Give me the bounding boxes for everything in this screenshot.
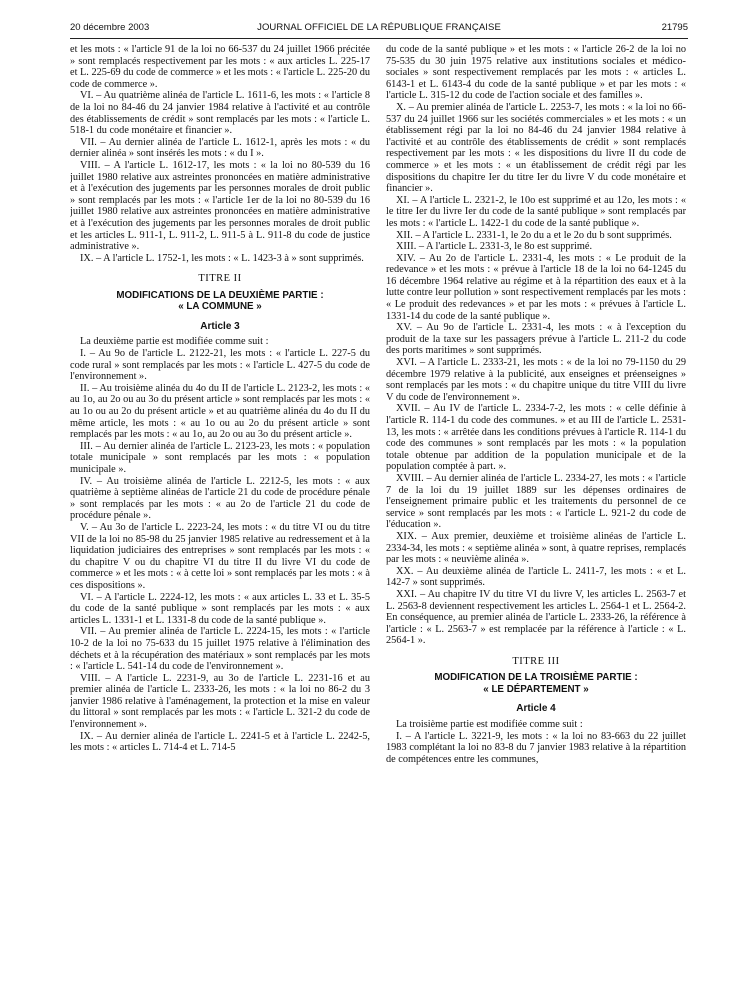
paragraph: XIII. – A l'article L. 2331-3, le 8o est supprimé. <box>396 241 593 253</box>
paragraph: VI. – Au quatrième alinéa de l'article L. 1611-6, les mots : « l'article 8 de la loi no 84-46 du 24 janvier 1984 relative à l'activité et au contrôle des établissements de crédit » sont remplacés par les mots : « l'article L. 518-1 du code monétaire et financier ». <box>70 90 370 137</box>
paragraph: I. – Au 9o de l'article L. 2122-21, les mots : « l'article L. 227-5 du code rural » sont remplacés par les mots : « l'article L. 427-5 du code de l'environnement ». <box>70 348 370 383</box>
paragraph: VIII. – A l'article L. 1612-17, les mots : « la loi no 80-539 du 16 juillet 1980 relative aux astreintes prononcées en matière administrative et à l'exécution des jugements par les personnes morales de droit public » sont remplacés par les mots : « l'article 1er de la loi no 80-539 du 16 juillet 1980 relative aux astreintes prononcées en matière administrative et à l'exécution des jugements par les personnes morales de droit public et les articles L. 911-1, L. 911-2, L. 911-5 à L. 911-8 du code de justice administrative ». <box>70 159 370 253</box>
section-subheading: « LE DÉPARTEMENT » <box>483 683 589 695</box>
paragraph: VI. – A l'article L. 2224-12, les mots : « aux articles L. 33 et L. 35-5 du code de la santé publique » sont remplacés par les mots : « aux articles L. 1331-1 et L. 1331-8 du code de la santé publique ». <box>70 591 370 626</box>
header-journal-title: JOURNAL OFFICIEL DE LA RÉPUBLIQUE FRANÇAISE <box>257 22 501 33</box>
section-heading: MODIFICATIONS DE LA DEUXIÈME PARTIE : <box>116 289 324 301</box>
section-subheading: « LA COMMUNE » <box>178 301 262 313</box>
paragraph: et les mots : « l'article 91 de la loi no 66-537 du 24 juillet 1966 précitée » sont remplacés respectivement par les mots : « aux articles L. 225-17 et L. 225-69 du code de commerce » et les mots : « l'article L. 225-20 du code de commerce ». <box>70 44 370 90</box>
paragraph: IV. – Au troisième alinéa de l'article L. 2212-5, les mots : « aux quatrième à septième alinéas de l'article 21 du code de procédure pénale » sont remplacés par les mots : « au 2o de l'article 21 du code de procédure pénale ». <box>70 475 370 522</box>
paragraph: III. – Au dernier alinéa de l'article L. 2123-23, les mots : « population totale municipale » sont remplacés par les mots : « population municipale ». <box>70 440 370 475</box>
paragraph: II. – Au troisième alinéa du 4o du II de l'article L. 2123-2, les mots : « au 1o, au 2o ou au 3o du présent article » sont remplacés par les mots : « au 1o ou au 2o du présent article » et au quatrième alinéa du 4o du II du même article, les mots : « au 1o ou au 2o du présent article » sont remplacés par les mots : « au 1o, au 2o ou au 3o du présent article ». <box>70 382 370 441</box>
paragraph: VIII. – A l'article L. 2231-9, au 3o de l'article L. 2231-16 et au premier alinéa de l'article L. 2333-26, les mots : « la loi no 86-2 du 3 janvier 1986 relative à l'aménagement, la protection et la mise en valeur du littoral » sont remplacés par les mots : « l'article L. 321-2 du code de l'environnement ». <box>70 672 370 731</box>
paragraph: V. – Au 3o de l'article L. 2223-24, les mots : « du titre VI ou du titre VII de la loi no 85-98 du 25 janvier 1985 relative au redressement et à la liquidation judiciaires des entreprises » sont remplacés par les mots : « du chapitre V ou du chapitre VI du titre II du livre VI du code de commerce » et les mots : « à cette loi » sont remplacés par les mots : « à ces dispositions ». <box>70 521 370 591</box>
header-date: 20 décembre 2003 <box>70 22 150 33</box>
paragraph: IX. – Au dernier alinéa de l'article L. 2241-5 et à l'article L. 2242-5, les mots : « articles L. 714-4 et L. 714-5 <box>70 730 370 754</box>
paragraph: XX. – Au deuxième alinéa de l'article L. 2411-7, les mots : « et L. 142-7 » sont supprimés. <box>386 565 686 589</box>
paragraph: IX. – A l'article L. 1752-1, les mots : « L. 1423-3 à » sont supprimés. <box>80 252 364 264</box>
header-rule <box>70 38 688 39</box>
titre-heading: TITRE III <box>512 655 560 667</box>
paragraph: X. – Au premier alinéa de l'article L. 2253-7, les mots : « la loi no 66-537 du 24 juillet 1966 sur les sociétés commerciales » et les mots : « un établissement régi par la loi no 84-46 du 24 janvier 1984 relative à l'activité et au contrôle des établissements de crédit » sont remplacés respectivement par les mots : « les dispositions du livre II du code de commerce » et les mots : « un établissement de crédit régi par les dispositions du chapitre Ier du titre Ier du livre V du code monétaire et financier ». <box>386 101 686 195</box>
paragraph: XVII. – Au IV de l'article L. 2334-7-2, les mots : « celle définie à l'article R. 114-1 du code des communes. » et au III de l'article L. 2531-13, les mots : « arrêtée dans les conditions prévues à l'article R. 114-1 du code des communes » sont remplacés par les mots : « la population totale obtenue par addition de la population municipale et de la population comptée à part. ». <box>386 403 686 473</box>
titre-heading: TITRE II <box>198 273 242 285</box>
article-heading: Article 4 <box>516 703 556 715</box>
paragraph: XIX. – Aux premier, deuxième et troisième alinéas de l'article L. 2334-34, les mots : « septième alinéa » sont, à quatre reprises, remplacés par les mots : « neuvième alinéa ». <box>386 530 686 566</box>
header-page-number: 21795 <box>661 22 688 33</box>
page-header <box>70 22 688 36</box>
paragraph: XIV. – Au 2o de l'article L. 2331-4, les mots : « Le produit de la redevance » et les mots : « prévue à l'article 18 de la loi no 64-1245 du 16 décembre 1964 relative au régime et à la répartition des eaux et à la lutte contre leur pollution » sont respectivement remplacés par les mots : « Le produit des redevances » et par les mots : « prévues à l'article L. 1331-14 du code de la santé publique ». <box>386 252 686 322</box>
left-column <box>70 44 370 979</box>
article-heading: Article 3 <box>200 320 240 332</box>
paragraph: La troisième partie est modifiée comme suit : <box>396 719 583 731</box>
paragraph: du code de la santé publique » et les mots : « l'article 26-2 de la loi no 75-535 du 30 juin 1975 relative aux institutions sociales et médico-sociales » sont respectivement remplacés par les mots : « articles L. 6143-1 et L. 6143-4 du code de la santé publique » et par les mots : « l'article L. 315-12 du code de l'action sociale et des familles ». <box>386 44 686 102</box>
section-heading: MODIFICATION DE LA TROISIÈME PARTIE : <box>434 672 638 684</box>
paragraph: XVIII. – Au dernier alinéa de l'article L. 2334-27, les mots : « l'article 7 de la loi du 19 juillet 1889 sur les dépenses ordinaires de l'enseignement primaire public et les traitements du personnel de ce service » sont remplacés par les mots : « l'article L. 921-2 du code de l'éducation ». <box>386 472 686 531</box>
paragraph: XI. – A l'article L. 2321-2, le 10o est supprimé et au 12o, les mots : « le titre Ier du livre Ier du code de la santé publique » sont remplacés par les mots : « l'article L. 1422-1 du code de la santé publique ». <box>386 194 686 229</box>
right-column <box>386 44 686 979</box>
paragraph: VII. – Au premier alinéa de l'article L. 2224-15, les mots : « l'article 10-2 de la loi no 75-633 du 15 juillet 1975 relative à l'élimination des déchets et à la récupération des matériaux » sont remplacés par les mots : « l'article L. 541-14 du code de l'environnement ». <box>70 626 370 673</box>
paragraph: VII. – Au dernier alinéa de l'article L. 1612-1, après les mots : « du dernier alinéa » sont insérés les mots : « du I ». <box>70 136 370 160</box>
paragraph: I. – A l'article L. 3221-9, les mots : « la loi no 83-663 du 22 juillet 1983 complétant la loi no 83-8 du 7 janvier 1983 relative à la répartition de compétences entre les communes, <box>386 730 686 765</box>
paragraph: XV. – Au 9o de l'article L. 2331-4, les mots : « à l'exception du produit de la taxe sur les passagers prévue à l'article L. 211-2 du code des ports maritimes » sont supprimés. <box>386 322 686 357</box>
paragraph: La deuxième partie est modifiée comme suit : <box>80 336 269 348</box>
paragraph: XII. – A l'article L. 2331-1, le 2o du a et le 2o du b sont supprimés. <box>396 229 672 241</box>
paragraph: XVI. – A l'article L. 2333-21, les mots : « de la loi no 79-1150 du 29 décembre 1979 relative à la publicité, aux enseignes et préenseignes » sont remplacés par les mots : « du chapitre unique du titre VIII du livre V du code de l'environnement ». <box>386 357 686 403</box>
paragraph: XXI. – Au chapitre IV du titre VI du livre V, les articles L. 2563-7 et L. 2563-8 deviennent respectivement les articles L. 2564-1 et L. 2564-2. En conséquence, au premier alinéa de l'article L. 2333-26, la référence à l'article : « L. 2563-7 » est remplacée par la référence à l'article : « L. 2564-1 ». <box>386 588 686 647</box>
